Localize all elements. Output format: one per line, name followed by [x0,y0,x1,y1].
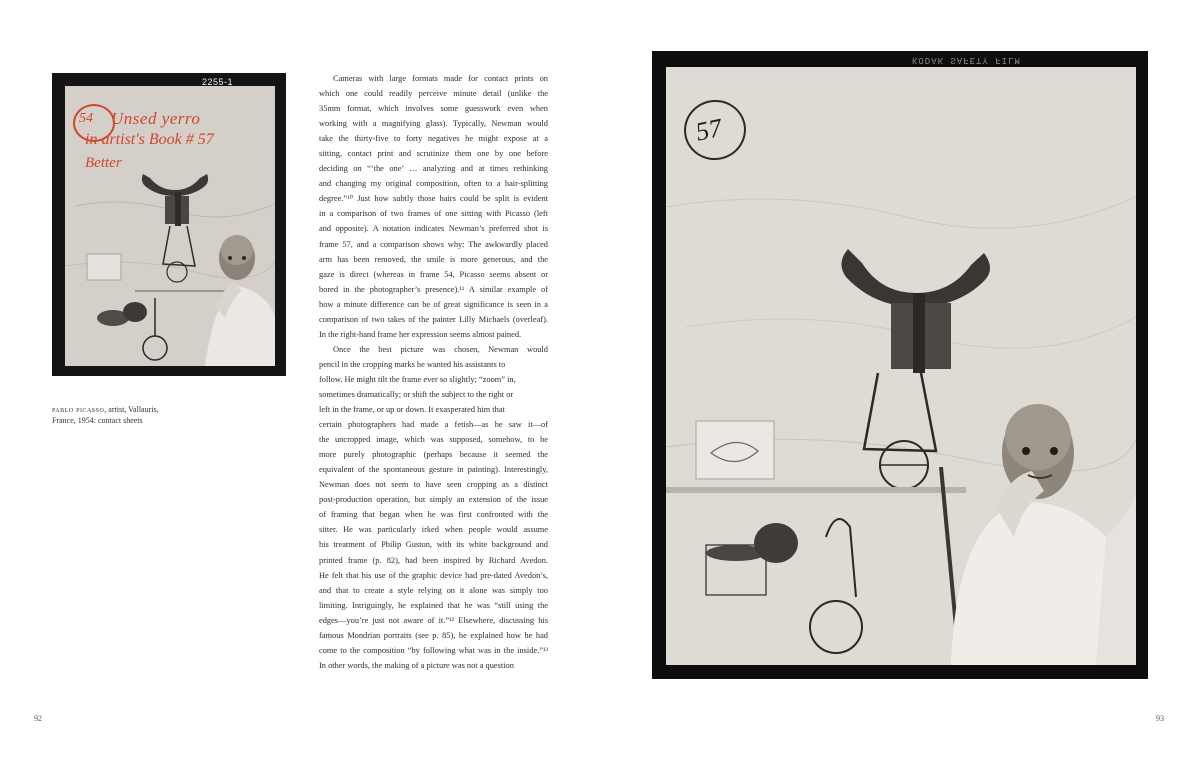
body-text-line: how a minute difference can be of great significance is seen in a [319,299,548,309]
body-text-line: come to the composition “by following what was in the inside.”¹³ [319,645,548,655]
body-text-line: pencil in the cropping marks he wanted his assistants to [319,359,506,369]
annotation-frame-number: 54 [79,111,93,126]
body-text-line: Cameras with large formats made for contact prints on [333,74,548,83]
body-text-line: working with a magnifying glass). Typically, Newman would [319,119,548,129]
body-text-line: edges—you’re just not aware of it.”¹² Elsewhere, discussing his [319,615,548,625]
annotation-line-1: Unsed yerro [111,109,201,128]
body-text-line: his treatment of Philip Guston, with its white background and [319,540,548,550]
body-text-line: sitter. He was particularly irked when people would assume [319,525,548,535]
photo-caption [52,404,202,426]
body-text-line: and opposite). A notation indicates Newman’s preferred shot is [319,224,548,234]
body-text-line: more purely photographic (perhaps because it seemed the [319,450,548,460]
page-number-left: 92 [34,714,42,723]
caption-rest: , artist, Vallauris, [104,405,159,414]
body-text-line: In other words, the making of a picture was not a question [319,660,514,670]
body-text-line: left in the frame, or up or down. It exasperated him that [319,405,505,415]
body-text-line: 35mm format, which involves some guesswork even when [319,104,548,114]
body-text-line: frame 57, and a comparison shows why: The awkwardly placed [319,239,548,249]
body-text-line: gaze is direct (whereas in frame 54, Picasso seems absent or [319,269,548,279]
body-text-line: which one could readily perceive minute detail (unlike the [319,89,548,99]
body-text-line: limiting. Intriguingly, he explained that he was “still using the [319,600,548,610]
body-text-line: He felt that his use of the graphic device had pre-dated Avedon’s, [319,570,548,580]
body-text-line: degree.”¹⁰ Just how subtly those hairs could be split is evident [319,194,548,204]
body-text-line: In the right-hand frame her expression seems almost pained. [319,329,522,339]
portrait-image [666,67,1136,665]
contact-frame-code: 2255-1 [202,77,234,87]
body-text-line: of framing that began when he was first confronted with the [319,510,548,520]
body-text-line: Newman does not seem to have seen cropping as a distinct [319,480,548,490]
body-text-line: deciding on “‘the one’ … analyzing and at times rethinking [319,164,548,174]
body-text-line: the uncropped image, which was supposed, somehow, to be [319,435,548,445]
annotation-line-3: Better [85,155,122,171]
body-text-line: sitting, contact print and scrutinize them one by one before [319,149,548,159]
body-text-line: and changing my original composition, often to a hair-splitting [319,179,548,189]
film-edge-code: KODAK SAFETY FILM [912,55,1021,65]
caption-line-2: France, 1954: contact sheets [52,416,143,425]
body-text-line: bored in the photographer’s presence).¹¹ A similar example of [319,284,548,294]
caption-name: pablo picasso [52,405,105,414]
portrait-photo [652,51,1148,679]
body-text-line: Once the best picture was chosen, Newman would [333,344,548,354]
body-text-line: follow. He might tilt the frame ever so slightly; “zoom” in, [319,374,516,384]
contact-sheet-photo [52,73,286,376]
portrait-drawing [666,67,1136,665]
body-text-line: certain photographers had made a fetish—as he saw it—of [319,420,548,430]
body-text-line: post-production operation, but simply an extension of the issue [319,495,548,505]
contact-sheet-image [65,86,275,366]
annotation-line-2: in artist's Book # 57 [85,131,214,148]
body-text-line: in a comparison of two frames of one sitting with Picasso (left [319,209,548,219]
page-number-right: 93 [1156,714,1164,723]
body-text-line: famous Mondrian portraits (see p. 85), he explained how he had [319,630,548,640]
body-text-line: printed frame (p. 82), had been inspired by Richard Avedon. [319,555,548,565]
body-text-column [319,71,548,673]
frame-number-57: 57 [693,112,725,147]
body-text-line: equivalent of the spontaneous gesture in painting). Interestingly, [319,465,548,475]
body-text-line: and that to create a style relying on it alone was simply too [319,585,548,595]
body-text-line: take the thirty-five to forty negatives he might expose at a [319,134,548,144]
body-text-line: sometimes dramatically; or shift the subject to the right or [319,389,514,399]
body-text-line: comparison of two takes of the painter Lilly Michaels (overleaf). [319,314,548,324]
body-text-line: arm has been removed, the smile is more generous, and the [319,254,548,264]
